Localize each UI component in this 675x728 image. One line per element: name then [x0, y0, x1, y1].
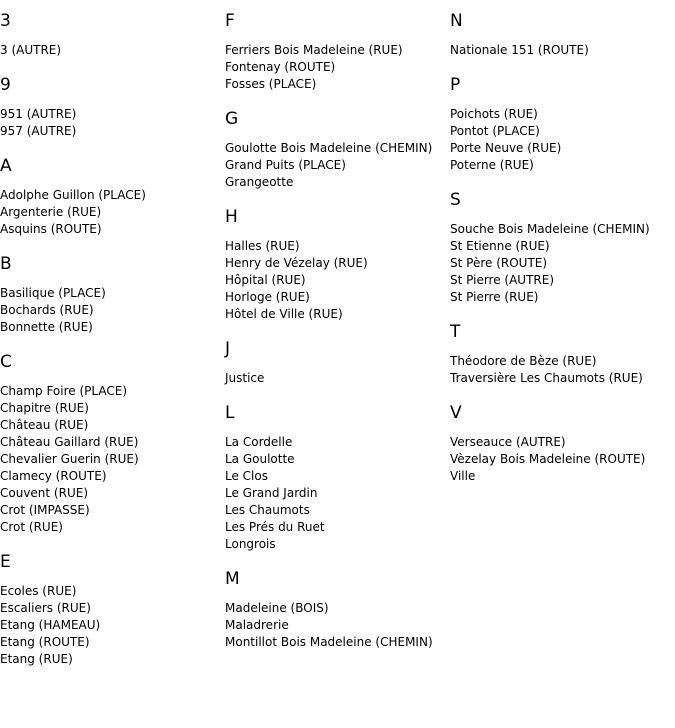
street-link[interactable]: Basilique (PLACE) — [0, 286, 106, 300]
letter-section — [225, 568, 450, 651]
letter-section — [0, 351, 225, 536]
street-link[interactable]: Chevalier Guerin (RUE) — [0, 452, 139, 466]
street-link[interactable]: La Goulotte — [225, 452, 295, 466]
street-link[interactable]: Porte Neuve (RUE) — [450, 141, 562, 155]
street-link[interactable]: Traversière Les Chaumots (RUE) — [450, 371, 643, 385]
street-link[interactable]: Bochards (RUE) — [0, 303, 94, 317]
street-link[interactable]: Etang (HAMEAU) — [0, 618, 101, 632]
letter-section — [225, 108, 450, 191]
street-link[interactable]: Ferriers Bois Madeleine (RUE) — [225, 43, 403, 57]
section-letter-heading: S — [450, 190, 461, 210]
letter-section — [0, 10, 225, 59]
street-link[interactable]: Souche Bois Madeleine (CHEMIN) — [450, 222, 650, 236]
street-link[interactable]: Ville — [450, 469, 476, 483]
street-link[interactable]: Les Chaumots — [225, 503, 310, 517]
section-letter-heading: 9 — [0, 75, 11, 95]
street-link[interactable]: Adolphe Guillon (PLACE) — [0, 188, 146, 202]
street-link[interactable]: Horloge (RUE) — [225, 290, 310, 304]
street-link[interactable]: Le Clos — [225, 469, 268, 483]
street-link[interactable]: Maladrerie — [225, 618, 289, 632]
street-link[interactable]: Champ Foire (PLACE) — [0, 384, 127, 398]
section-letter-heading: L — [225, 403, 235, 423]
letter-section — [450, 189, 675, 306]
section-letter-heading: T — [450, 322, 461, 342]
letter-section — [0, 155, 225, 238]
directory-column — [225, 10, 450, 666]
section-letter-heading: J — [225, 339, 231, 359]
street-link[interactable]: Clamecy (ROUTE) — [0, 469, 107, 483]
street-link[interactable]: Etang (RUE) — [0, 652, 73, 666]
street-link[interactable]: Les Prés du Ruet — [225, 520, 325, 534]
street-link[interactable]: Justice — [225, 371, 265, 385]
street-link[interactable]: St Etienne (RUE) — [450, 239, 550, 253]
section-letter-heading: C — [0, 352, 12, 372]
section-letter-heading: H — [225, 207, 238, 227]
street-link[interactable]: Hôpital (RUE) — [225, 273, 306, 287]
street-link[interactable]: Pontot (PLACE) — [450, 124, 540, 138]
section-letter-heading: G — [225, 109, 239, 129]
street-link[interactable]: La Cordelle — [225, 435, 293, 449]
letter-section — [450, 402, 675, 485]
street-link[interactable]: Château Gaillard (RUE) — [0, 435, 139, 449]
section-letter-heading: V — [450, 403, 462, 423]
street-link[interactable]: 957 (AUTRE) — [0, 124, 77, 138]
section-letter-heading: E — [0, 552, 11, 572]
street-link[interactable]: Vèzelay Bois Madeleine (ROUTE) — [450, 452, 646, 466]
street-link[interactable]: Escaliers (RUE) — [0, 601, 91, 615]
letter-section — [450, 10, 675, 59]
street-link[interactable]: Madeleine (BOIS) — [225, 601, 329, 615]
letter-section — [0, 253, 225, 336]
letter-section — [0, 551, 225, 668]
street-link[interactable]: St Pierre (AUTRE) — [450, 273, 555, 287]
street-link[interactable]: Henry de Vézelay (RUE) — [225, 256, 368, 270]
street-link[interactable]: Etang (ROUTE) — [0, 635, 90, 649]
street-link[interactable]: Grangeotte — [225, 175, 294, 189]
letter-section — [225, 10, 450, 93]
street-link[interactable]: Montillot Bois Madeleine (CHEMIN) — [225, 635, 433, 649]
section-letter-heading: 3 — [0, 11, 11, 31]
street-link[interactable]: St Pierre (RUE) — [450, 290, 539, 304]
street-link[interactable]: Halles (RUE) — [225, 239, 300, 253]
street-link[interactable]: Crot (RUE) — [0, 520, 63, 534]
street-link[interactable]: Argenterie (RUE) — [0, 205, 102, 219]
street-link[interactable]: Poterne (RUE) — [450, 158, 534, 172]
letter-section — [225, 402, 450, 553]
street-link[interactable]: 3 (AUTRE) — [0, 43, 62, 57]
street-link[interactable]: Château (RUE) — [0, 418, 89, 432]
letter-section — [225, 338, 450, 387]
street-link[interactable]: Chapitre (RUE) — [0, 401, 89, 415]
street-link[interactable]: Crot (IMPASSE) — [0, 503, 90, 517]
street-link[interactable]: Longrois — [225, 537, 276, 551]
section-letter-heading: F — [225, 11, 235, 31]
street-link[interactable]: 951 (AUTRE) — [0, 107, 77, 121]
street-link[interactable]: Grand Puits (PLACE) — [225, 158, 346, 172]
section-letter-heading: A — [0, 156, 12, 176]
street-link[interactable]: Ecoles (RUE) — [0, 584, 77, 598]
street-link[interactable]: Poichots (RUE) — [450, 107, 538, 121]
street-link[interactable]: St Père (ROUTE) — [450, 256, 548, 270]
letter-section — [225, 206, 450, 323]
letter-section — [450, 321, 675, 387]
section-letter-heading: N — [450, 11, 463, 31]
street-link[interactable]: Fontenay (ROUTE) — [225, 60, 336, 74]
street-link[interactable]: Nationale 151 (ROUTE) — [450, 43, 589, 57]
letter-section — [0, 74, 225, 140]
directory-column — [0, 10, 225, 683]
section-letter-heading: P — [450, 75, 461, 95]
street-link[interactable]: Théodore de Bèze (RUE) — [450, 354, 597, 368]
section-letter-heading: B — [0, 254, 12, 274]
directory-column — [450, 10, 675, 500]
section-letter-heading: M — [225, 569, 240, 589]
street-link[interactable]: Verseauce (AUTRE) — [450, 435, 566, 449]
street-link[interactable]: Goulotte Bois Madeleine (CHEMIN) — [225, 141, 433, 155]
street-link[interactable]: Hôtel de Ville (RUE) — [225, 307, 343, 321]
street-link[interactable]: Couvent (RUE) — [0, 486, 89, 500]
street-link[interactable]: Fosses (PLACE) — [225, 77, 317, 91]
street-link[interactable]: Asquins (ROUTE) — [0, 222, 102, 236]
street-link[interactable]: Le Grand Jardin — [225, 486, 318, 500]
street-link[interactable]: Bonnette (RUE) — [0, 320, 93, 334]
letter-section — [450, 74, 675, 174]
